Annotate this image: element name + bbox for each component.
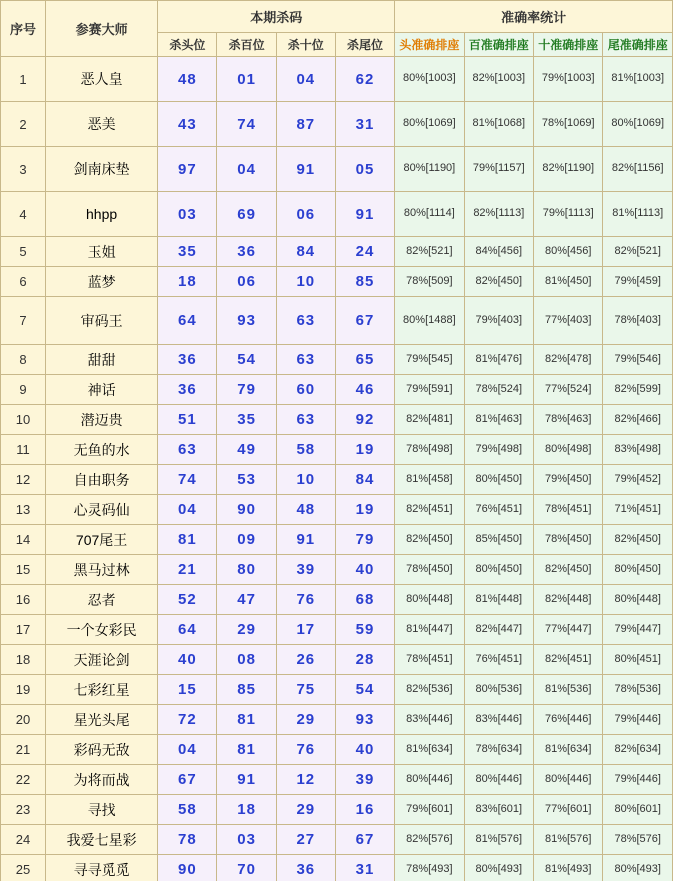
kill-tens-value: 26 xyxy=(276,645,335,675)
kill-hundreds-value: 35 xyxy=(217,405,276,435)
master-name[interactable]: 一个女彩民 xyxy=(45,615,157,645)
kill-tail-value: 79 xyxy=(335,525,394,555)
kill-tail-value: 84 xyxy=(335,465,394,495)
row-index: 23 xyxy=(1,795,46,825)
kill-hundreds-value: 06 xyxy=(217,267,276,297)
acc-head-value: 78%[509] xyxy=(395,267,464,297)
kill-head-value: 43 xyxy=(158,102,217,147)
kill-tens-value: 84 xyxy=(276,237,335,267)
header-kill-hundreds: 杀百位 xyxy=(217,33,276,57)
kill-tail-value: 85 xyxy=(335,267,394,297)
kill-tail-value: 54 xyxy=(335,675,394,705)
header-acc-tail: 尾准确排座 xyxy=(603,33,673,57)
acc-tail-value: 78%[576] xyxy=(603,825,673,855)
kill-tens-value: 10 xyxy=(276,465,335,495)
acc-head-value: 81%[458] xyxy=(395,465,464,495)
acc-tail-value: 80%[450] xyxy=(603,555,673,585)
kill-tail-value: 24 xyxy=(335,237,394,267)
acc-tens-value: 77%[524] xyxy=(534,375,603,405)
master-name[interactable]: 无鱼的水 xyxy=(45,435,157,465)
kill-head-value: 72 xyxy=(158,705,217,735)
kill-head-value: 74 xyxy=(158,465,217,495)
row-index: 17 xyxy=(1,615,46,645)
row-index: 2 xyxy=(1,102,46,147)
acc-tail-value: 82%[634] xyxy=(603,735,673,765)
acc-head-value: 80%[1069] xyxy=(395,102,464,147)
acc-tens-value: 78%[450] xyxy=(534,525,603,555)
table-row xyxy=(1,615,673,645)
acc-head-value: 79%[601] xyxy=(395,795,464,825)
acc-tail-value: 80%[448] xyxy=(603,585,673,615)
row-index: 12 xyxy=(1,465,46,495)
acc-tens-value: 80%[446] xyxy=(534,765,603,795)
table-row xyxy=(1,147,673,192)
acc-hundreds-value: 79%[1157] xyxy=(464,147,533,192)
header-group-kill: 本期杀码 xyxy=(158,1,395,33)
acc-tens-value: 81%[576] xyxy=(534,825,603,855)
kill-tail-value: 31 xyxy=(335,855,394,881)
acc-tens-value: 76%[446] xyxy=(534,705,603,735)
header-group-accuracy: 准确率统计 xyxy=(395,1,673,33)
kill-tail-value: 40 xyxy=(335,735,394,765)
acc-hundreds-value: 80%[450] xyxy=(464,465,533,495)
kill-head-value: 04 xyxy=(158,495,217,525)
acc-tens-value: 77%[447] xyxy=(534,615,603,645)
acc-tens-value: 77%[601] xyxy=(534,795,603,825)
master-name[interactable]: 神话 xyxy=(45,375,157,405)
acc-hundreds-value: 81%[463] xyxy=(464,405,533,435)
kill-tail-value: 19 xyxy=(335,495,394,525)
acc-hundreds-value: 81%[448] xyxy=(464,585,533,615)
row-index: 22 xyxy=(1,765,46,795)
kill-tens-value: 63 xyxy=(276,405,335,435)
acc-tens-value: 80%[498] xyxy=(534,435,603,465)
kill-tens-value: 36 xyxy=(276,855,335,881)
acc-head-value: 78%[498] xyxy=(395,435,464,465)
master-name[interactable]: 潜迈贵 xyxy=(45,405,157,435)
acc-tail-value: 81%[1003] xyxy=(603,57,673,102)
acc-tail-value: 79%[446] xyxy=(603,765,673,795)
kill-hundreds-value: 85 xyxy=(217,675,276,705)
acc-tens-value: 78%[1069] xyxy=(534,102,603,147)
table-row xyxy=(1,267,673,297)
acc-head-value: 81%[634] xyxy=(395,735,464,765)
row-index: 6 xyxy=(1,267,46,297)
acc-tens-value: 78%[451] xyxy=(534,495,603,525)
kill-tens-value: 12 xyxy=(276,765,335,795)
acc-tens-value: 82%[1190] xyxy=(534,147,603,192)
acc-tens-value: 80%[456] xyxy=(534,237,603,267)
acc-head-value: 82%[481] xyxy=(395,405,464,435)
acc-head-value: 80%[1190] xyxy=(395,147,464,192)
acc-tens-value: 78%[463] xyxy=(534,405,603,435)
table-row xyxy=(1,345,673,375)
table-row xyxy=(1,192,673,237)
acc-head-value: 78%[493] xyxy=(395,855,464,881)
master-name[interactable]: 审码王 xyxy=(45,297,157,345)
table-row xyxy=(1,435,673,465)
kill-hundreds-value: 70 xyxy=(217,855,276,881)
acc-hundreds-value: 82%[1003] xyxy=(464,57,533,102)
acc-hundreds-value: 81%[576] xyxy=(464,825,533,855)
acc-hundreds-value: 81%[1068] xyxy=(464,102,533,147)
kill-tens-value: 04 xyxy=(276,57,335,102)
kill-hundreds-value: 80 xyxy=(217,555,276,585)
acc-tens-value: 81%[493] xyxy=(534,855,603,881)
acc-tens-value: 79%[1003] xyxy=(534,57,603,102)
kill-tail-value: 40 xyxy=(335,555,394,585)
kill-head-value: 51 xyxy=(158,405,217,435)
acc-head-value: 82%[521] xyxy=(395,237,464,267)
row-index: 3 xyxy=(1,147,46,192)
acc-hundreds-value: 84%[456] xyxy=(464,237,533,267)
acc-tail-value: 82%[450] xyxy=(603,525,673,555)
row-index: 4 xyxy=(1,192,46,237)
table-row xyxy=(1,705,673,735)
acc-tail-value: 80%[601] xyxy=(603,795,673,825)
row-index: 8 xyxy=(1,345,46,375)
table-row xyxy=(1,465,673,495)
acc-tail-value: 83%[498] xyxy=(603,435,673,465)
master-name[interactable]: 心灵码仙 xyxy=(45,495,157,525)
header-acc-hundreds: 百准确排座 xyxy=(464,33,533,57)
acc-tail-value: 79%[459] xyxy=(603,267,673,297)
acc-tens-value: 79%[450] xyxy=(534,465,603,495)
row-index: 19 xyxy=(1,675,46,705)
kill-tens-value: 91 xyxy=(276,147,335,192)
acc-tens-value: 82%[451] xyxy=(534,645,603,675)
acc-hundreds-value: 79%[403] xyxy=(464,297,533,345)
master-name[interactable]: 七彩红星 xyxy=(45,675,157,705)
table-row xyxy=(1,57,673,102)
master-name[interactable]: 为将而战 xyxy=(45,765,157,795)
kill-hundreds-value: 53 xyxy=(217,465,276,495)
kill-tail-value: 31 xyxy=(335,102,394,147)
table-row xyxy=(1,855,673,881)
row-index: 1 xyxy=(1,57,46,102)
kill-hundreds-value: 91 xyxy=(217,765,276,795)
kill-tens-value: 63 xyxy=(276,297,335,345)
master-name[interactable]: 恶人皇 xyxy=(45,57,157,102)
kill-hundreds-value: 74 xyxy=(217,102,276,147)
kill-head-value: 64 xyxy=(158,615,217,645)
acc-hundreds-value: 83%[446] xyxy=(464,705,533,735)
row-index: 15 xyxy=(1,555,46,585)
acc-tail-value: 79%[452] xyxy=(603,465,673,495)
table-row xyxy=(1,237,673,267)
header-kill-tail: 杀尾位 xyxy=(335,33,394,57)
kill-hundreds-value: 18 xyxy=(217,795,276,825)
master-name[interactable]: 我爱七星彩 xyxy=(45,825,157,855)
acc-hundreds-value: 78%[634] xyxy=(464,735,533,765)
master-name[interactable]: 忍者 xyxy=(45,585,157,615)
kill-tens-value: 58 xyxy=(276,435,335,465)
row-index: 7 xyxy=(1,297,46,345)
acc-hundreds-value: 76%[451] xyxy=(464,495,533,525)
table-row xyxy=(1,495,673,525)
kill-tail-value: 92 xyxy=(335,405,394,435)
acc-head-value: 80%[1488] xyxy=(395,297,464,345)
acc-tail-value: 82%[599] xyxy=(603,375,673,405)
master-name[interactable]: 蓝梦 xyxy=(45,267,157,297)
acc-hundreds-value: 80%[536] xyxy=(464,675,533,705)
master-name[interactable]: 恶美 xyxy=(45,102,157,147)
header-acc-tens: 十准确排座 xyxy=(534,33,603,57)
acc-tens-value: 77%[403] xyxy=(534,297,603,345)
acc-hundreds-value: 82%[450] xyxy=(464,267,533,297)
acc-head-value: 80%[448] xyxy=(395,585,464,615)
table-row xyxy=(1,405,673,435)
master-name[interactable]: 甜甜 xyxy=(45,345,157,375)
kill-head-value: 40 xyxy=(158,645,217,675)
acc-head-value: 78%[450] xyxy=(395,555,464,585)
kill-head-value: 36 xyxy=(158,345,217,375)
acc-head-value: 82%[451] xyxy=(395,495,464,525)
acc-tail-value: 80%[451] xyxy=(603,645,673,675)
header-kill-head: 杀头位 xyxy=(158,33,217,57)
row-index: 21 xyxy=(1,735,46,765)
kill-head-value: 35 xyxy=(158,237,217,267)
acc-tail-value: 79%[446] xyxy=(603,705,673,735)
kill-hundreds-value: 08 xyxy=(217,645,276,675)
header-master-name: 参赛大师 xyxy=(45,1,157,57)
row-index: 13 xyxy=(1,495,46,525)
row-index: 10 xyxy=(1,405,46,435)
kill-hundreds-value: 93 xyxy=(217,297,276,345)
acc-head-value: 80%[1003] xyxy=(395,57,464,102)
master-name[interactable]: 寻寻觅觅 xyxy=(45,855,157,881)
table-row xyxy=(1,675,673,705)
acc-tens-value: 81%[450] xyxy=(534,267,603,297)
kill-tens-value: 29 xyxy=(276,705,335,735)
kill-tail-value: 62 xyxy=(335,57,394,102)
table-row xyxy=(1,645,673,675)
acc-hundreds-value: 76%[451] xyxy=(464,645,533,675)
kill-tail-value: 39 xyxy=(335,765,394,795)
row-index: 16 xyxy=(1,585,46,615)
kill-tail-value: 67 xyxy=(335,297,394,345)
kill-tens-value: 76 xyxy=(276,585,335,615)
kill-hundreds-value: 01 xyxy=(217,57,276,102)
row-index: 20 xyxy=(1,705,46,735)
acc-tail-value: 82%[466] xyxy=(603,405,673,435)
kill-head-value: 78 xyxy=(158,825,217,855)
kill-tail-value: 05 xyxy=(335,147,394,192)
acc-head-value: 82%[576] xyxy=(395,825,464,855)
table-row xyxy=(1,765,673,795)
kill-hundreds-value: 36 xyxy=(217,237,276,267)
acc-head-value: 81%[447] xyxy=(395,615,464,645)
table-row xyxy=(1,825,673,855)
acc-head-value: 80%[1114] xyxy=(395,192,464,237)
acc-tail-value: 81%[1113] xyxy=(603,192,673,237)
acc-tens-value: 82%[478] xyxy=(534,345,603,375)
acc-tail-value: 78%[403] xyxy=(603,297,673,345)
kill-tail-value: 19 xyxy=(335,435,394,465)
kill-tail-value: 16 xyxy=(335,795,394,825)
acc-hundreds-value: 79%[498] xyxy=(464,435,533,465)
kill-hundreds-value: 04 xyxy=(217,147,276,192)
acc-head-value: 78%[451] xyxy=(395,645,464,675)
kill-hundreds-value: 03 xyxy=(217,825,276,855)
acc-hundreds-value: 82%[1113] xyxy=(464,192,533,237)
kill-tens-value: 39 xyxy=(276,555,335,585)
master-name[interactable]: 707尾王 xyxy=(45,525,157,555)
acc-tens-value: 81%[634] xyxy=(534,735,603,765)
acc-tens-value: 79%[1113] xyxy=(534,192,603,237)
master-name[interactable]: 星光头尾 xyxy=(45,705,157,735)
kill-head-value: 64 xyxy=(158,297,217,345)
master-name[interactable]: 剑南床垫 xyxy=(45,147,157,192)
row-index: 25 xyxy=(1,855,46,881)
kill-head-value: 04 xyxy=(158,735,217,765)
acc-head-value: 82%[450] xyxy=(395,525,464,555)
kill-hundreds-value: 49 xyxy=(217,435,276,465)
kill-head-value: 21 xyxy=(158,555,217,585)
kill-head-value: 63 xyxy=(158,435,217,465)
acc-tens-value: 81%[536] xyxy=(534,675,603,705)
acc-tail-value: 71%[451] xyxy=(603,495,673,525)
kill-hundreds-value: 54 xyxy=(217,345,276,375)
kill-tens-value: 63 xyxy=(276,345,335,375)
kill-head-value: 67 xyxy=(158,765,217,795)
acc-tail-value: 79%[447] xyxy=(603,615,673,645)
header-acc-head: 头准确排座 xyxy=(395,33,464,57)
master-name[interactable]: hhpp xyxy=(45,192,157,237)
kill-tail-value: 65 xyxy=(335,345,394,375)
kill-tens-value: 10 xyxy=(276,267,335,297)
kill-head-value: 90 xyxy=(158,855,217,881)
kill-head-value: 52 xyxy=(158,585,217,615)
acc-tail-value: 82%[521] xyxy=(603,237,673,267)
table-header xyxy=(1,1,673,57)
row-index: 5 xyxy=(1,237,46,267)
table-row xyxy=(1,795,673,825)
row-index: 11 xyxy=(1,435,46,465)
master-name[interactable]: 寻找 xyxy=(45,795,157,825)
acc-hundreds-value: 81%[476] xyxy=(464,345,533,375)
kill-tens-value: 06 xyxy=(276,192,335,237)
header-kill-tens: 杀十位 xyxy=(276,33,335,57)
row-index: 18 xyxy=(1,645,46,675)
row-index: 14 xyxy=(1,525,46,555)
kill-tail-value: 28 xyxy=(335,645,394,675)
kill-tens-value: 87 xyxy=(276,102,335,147)
master-name[interactable]: 黑马过林 xyxy=(45,555,157,585)
kill-hundreds-value: 79 xyxy=(217,375,276,405)
acc-hundreds-value: 83%[601] xyxy=(464,795,533,825)
acc-hundreds-value: 82%[447] xyxy=(464,615,533,645)
acc-tail-value: 78%[536] xyxy=(603,675,673,705)
acc-hundreds-value: 80%[450] xyxy=(464,555,533,585)
kill-head-value: 15 xyxy=(158,675,217,705)
kill-tens-value: 27 xyxy=(276,825,335,855)
kill-tens-value: 91 xyxy=(276,525,335,555)
kill-tail-value: 93 xyxy=(335,705,394,735)
kill-head-value: 97 xyxy=(158,147,217,192)
kill-tens-value: 48 xyxy=(276,495,335,525)
kill-head-value: 18 xyxy=(158,267,217,297)
table-row xyxy=(1,102,673,147)
kill-hundreds-value: 81 xyxy=(217,705,276,735)
acc-head-value: 83%[446] xyxy=(395,705,464,735)
table-row xyxy=(1,555,673,585)
table-row xyxy=(1,735,673,765)
acc-hundreds-value: 85%[450] xyxy=(464,525,533,555)
table-row xyxy=(1,375,673,405)
acc-tail-value: 79%[546] xyxy=(603,345,673,375)
kill-hundreds-value: 81 xyxy=(217,735,276,765)
master-name[interactable]: 天涯论剑 xyxy=(45,645,157,675)
master-name[interactable]: 自由职务 xyxy=(45,465,157,495)
acc-hundreds-value: 80%[446] xyxy=(464,765,533,795)
kill-hundreds-value: 69 xyxy=(217,192,276,237)
acc-tens-value: 82%[450] xyxy=(534,555,603,585)
kill-tail-value: 68 xyxy=(335,585,394,615)
kill-tens-value: 76 xyxy=(276,735,335,765)
table-row xyxy=(1,585,673,615)
acc-head-value: 80%[446] xyxy=(395,765,464,795)
kill-tail-value: 59 xyxy=(335,615,394,645)
kill-tens-value: 75 xyxy=(276,675,335,705)
acc-hundreds-value: 80%[493] xyxy=(464,855,533,881)
table-row xyxy=(1,525,673,555)
acc-head-value: 79%[591] xyxy=(395,375,464,405)
kill-head-value: 03 xyxy=(158,192,217,237)
kill-hundreds-value: 09 xyxy=(217,525,276,555)
kill-tail-value: 46 xyxy=(335,375,394,405)
kill-tail-value: 67 xyxy=(335,825,394,855)
acc-tail-value: 80%[1069] xyxy=(603,102,673,147)
acc-head-value: 82%[536] xyxy=(395,675,464,705)
acc-tail-value: 82%[1156] xyxy=(603,147,673,192)
kill-hundreds-value: 47 xyxy=(217,585,276,615)
kill-tens-value: 17 xyxy=(276,615,335,645)
master-name[interactable]: 彩码无敌 xyxy=(45,735,157,765)
kill-head-value: 48 xyxy=(158,57,217,102)
header-index: 序号 xyxy=(1,1,46,57)
kill-tens-value: 60 xyxy=(276,375,335,405)
kill-tail-value: 91 xyxy=(335,192,394,237)
kill-head-value: 81 xyxy=(158,525,217,555)
kill-hundreds-value: 29 xyxy=(217,615,276,645)
kill-head-value: 36 xyxy=(158,375,217,405)
kill-tens-value: 29 xyxy=(276,795,335,825)
master-name[interactable]: 玉姐 xyxy=(45,237,157,267)
kill-head-value: 58 xyxy=(158,795,217,825)
acc-hundreds-value: 78%[524] xyxy=(464,375,533,405)
kill-hundreds-value: 90 xyxy=(217,495,276,525)
table-body xyxy=(1,57,673,881)
table-row xyxy=(1,297,673,345)
acc-tail-value: 80%[493] xyxy=(603,855,673,881)
row-index: 24 xyxy=(1,825,46,855)
row-index: 9 xyxy=(1,375,46,405)
acc-tens-value: 82%[448] xyxy=(534,585,603,615)
acc-head-value: 79%[545] xyxy=(395,345,464,375)
